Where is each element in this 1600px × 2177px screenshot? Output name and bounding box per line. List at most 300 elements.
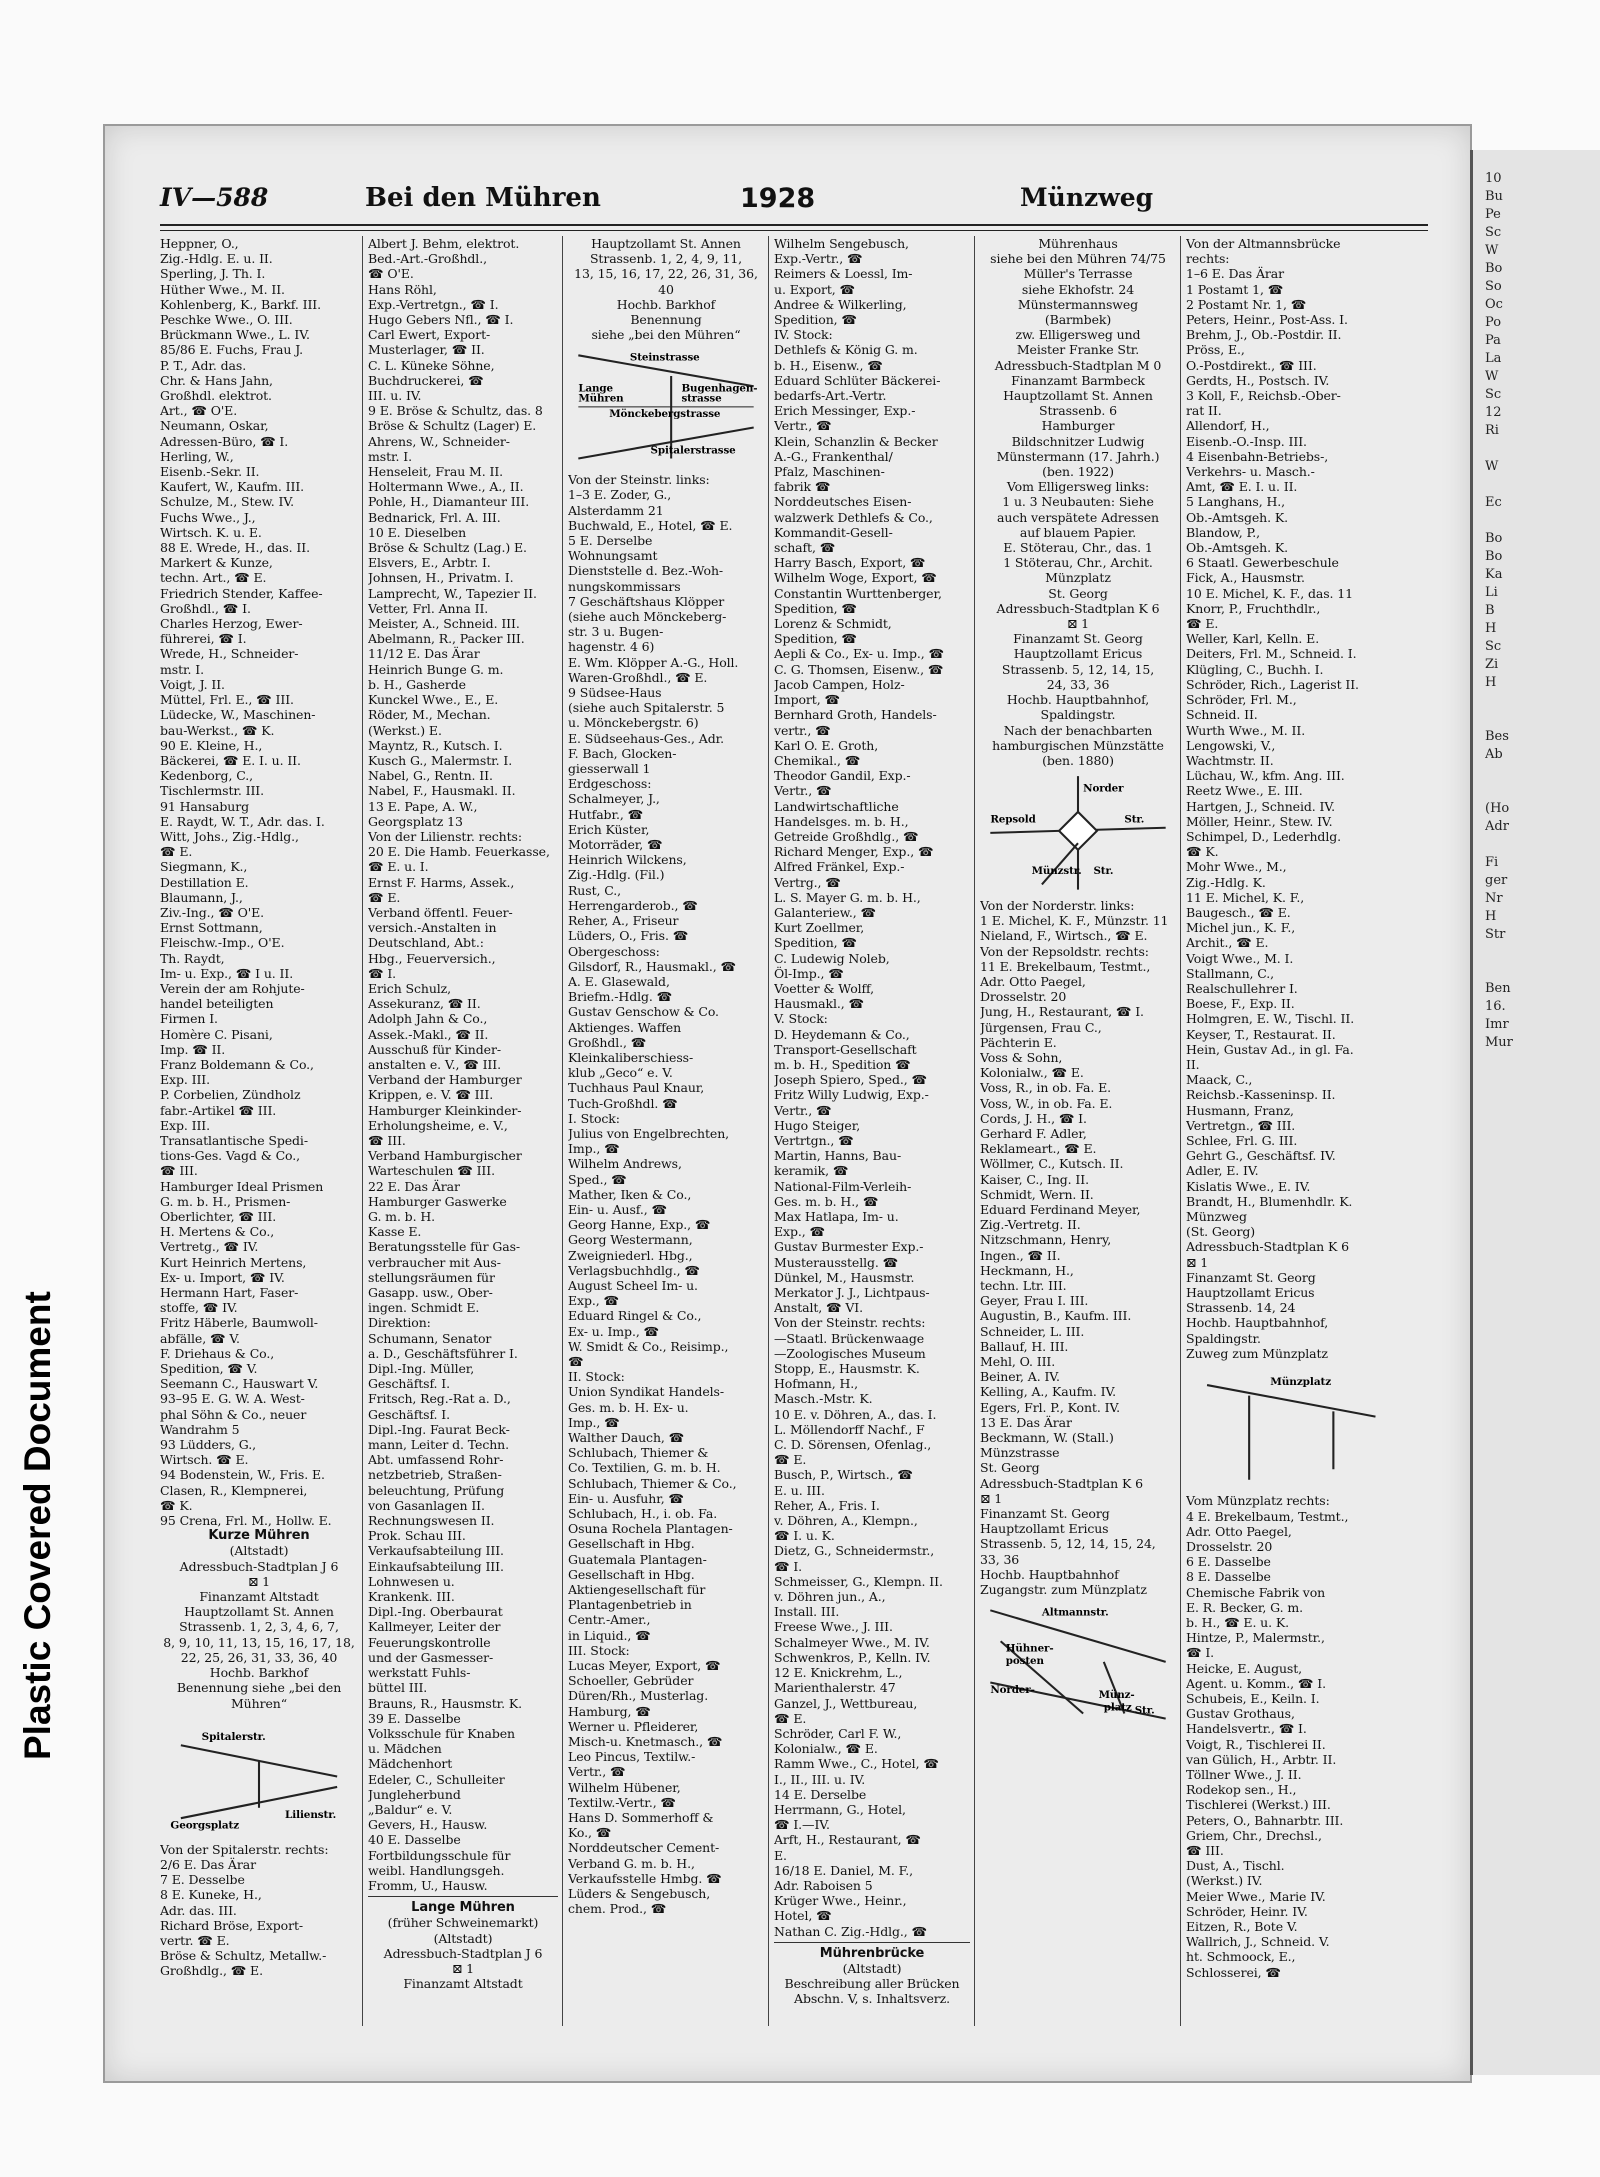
- entry-line: Ernst Sottmann,: [160, 920, 263, 936]
- entry-line: Transatlantische Spedi-: [160, 1132, 308, 1148]
- entry-line: P. Corbelien, Zündholz: [160, 1087, 301, 1103]
- entry-line: Osuna Rochela Plantagen-: [568, 1521, 733, 1537]
- entry-line: Adressbuch-Stadtplan J 6: [383, 1945, 543, 1961]
- entry-line: I. Stock:: [568, 1110, 620, 1126]
- entry-line: Kelling, A., Kaufm. IV.: [980, 1384, 1117, 1400]
- entry-line: E. Wm. Klöpper A.-G., Holl.: [568, 654, 739, 670]
- entry-line: Gehrt G., Geschäftsf. IV.: [1186, 1148, 1336, 1164]
- entry-line: 1 E. Michel, K. F., Münzstr. 11: [980, 913, 1169, 929]
- entry-line: (ben. 1880): [1042, 752, 1114, 768]
- entry-line: ☎ O'E.: [368, 266, 414, 282]
- entry-line: Geschäftsf. I.: [368, 1406, 451, 1422]
- entry-line: Gesellschaft in Hbg.: [568, 1566, 695, 1582]
- entry-line: Plantagenbetrieb in: [568, 1597, 692, 1613]
- entry-line: 10 E. Dieselben: [368, 524, 467, 540]
- entry-line: Ballauf, H. III.: [980, 1338, 1069, 1354]
- entry-line: Pröss, E.,: [1186, 342, 1245, 358]
- entry-line: Wohnungsamt: [568, 548, 658, 564]
- entry-line: ☎ III.: [160, 1163, 198, 1179]
- entry-line: Erholungsheime, e. V.,: [368, 1117, 508, 1133]
- entry-line: III. Stock:: [568, 1642, 630, 1658]
- right-title: Münzweg: [1020, 183, 1154, 212]
- entry-line: Blandow, P.,: [1186, 524, 1261, 540]
- entry-line: Schoeller, Gebrüder: [568, 1673, 694, 1689]
- entry-line: ☎ I.: [1186, 1645, 1215, 1661]
- entry-line: 7 E. Desselbe: [160, 1872, 245, 1888]
- entry-line: Firmen I.: [160, 1011, 218, 1027]
- entry-line: Vom Münzplatz rechts:: [1186, 1493, 1330, 1509]
- entry-line: in Liquid., ☎: [568, 1627, 651, 1643]
- entry-line: Hbg., Feuerversich.,: [368, 950, 496, 966]
- entry-line: Vetter, Frl. Anna II.: [368, 600, 489, 616]
- entry-line: Schmidt, Wern. II.: [980, 1186, 1094, 1202]
- entry-line: Hochb. Barkhof: [209, 1665, 309, 1681]
- entry-line: Augustin, B., Kaufm. III.: [980, 1308, 1132, 1324]
- entry-line: Meister Franke Str.: [1016, 342, 1140, 358]
- entry-line: P. T., Adr. das.: [160, 357, 247, 373]
- entry-line: Holtermann Wwe., A., II.: [368, 479, 524, 495]
- street-map-diagram: [160, 1714, 358, 1839]
- entry-line: Ausschuß für Kinder-: [368, 1041, 501, 1057]
- entry-line: Heicke, E. August,: [1186, 1660, 1303, 1676]
- entry-line: Marienthalerstr. 47: [774, 1680, 896, 1696]
- entry-line: Schlubach, Thiemer & Co.,: [568, 1475, 737, 1491]
- entry-line: Schröder, Carl F. W.,: [774, 1725, 902, 1741]
- entry-line: Kusch G., Malermstr. I.: [368, 752, 513, 768]
- entry-line: Adolph Jahn & Co.,: [368, 1011, 488, 1027]
- entry-line: Allendorf, H.,: [1186, 418, 1270, 434]
- map-street-line: [1042, 843, 1078, 884]
- entry-line: Münstermannsweg: [1017, 296, 1139, 312]
- entry-line: National-Film-Verleih-: [774, 1178, 912, 1194]
- entry-line: Maack, C.,: [1186, 1072, 1253, 1088]
- entry-line: Ex- u. Imp., ☎: [568, 1323, 660, 1339]
- entry-line: Mührenhaus: [1038, 236, 1118, 251]
- entry-line: mann, Leiter d. Techn.: [368, 1437, 510, 1453]
- entry-line: Spedition, ☎: [774, 631, 857, 647]
- entry-line: Tuchhaus Paul Knaur,: [568, 1080, 705, 1096]
- entry-line: Kolonialw., ☎ E.: [774, 1741, 878, 1757]
- entry-line: Obergeschoss:: [568, 943, 660, 959]
- entry-line: Töllner Wwe., J. II.: [1186, 1767, 1302, 1782]
- entry-line: Benennung siehe „bei den: [176, 1680, 342, 1696]
- entry-line: Mühren“: [230, 1695, 287, 1711]
- entry-line: Reichsb.-Kasseninsp. II.: [1186, 1087, 1336, 1103]
- entry-line: F. Driehaus & Co.,: [160, 1345, 275, 1361]
- entry-line: Vertrtgn., ☎: [774, 1132, 854, 1148]
- map-street-label: Mönckebergstrasse: [609, 408, 721, 421]
- entry-line: 1 Stöterau, Chr., Archit.: [1003, 555, 1153, 571]
- entry-line: Stallmann, C.,: [1186, 965, 1275, 981]
- entry-line: Benennung: [630, 312, 702, 328]
- entry-line: 8 E. Dasselbe: [1186, 1569, 1271, 1585]
- entry-line: Beiner, A. IV.: [980, 1369, 1060, 1385]
- entry-line: Georgsplatz 13: [368, 813, 463, 829]
- entry-line: Fromm, U., Hausw.: [368, 1877, 488, 1893]
- entry-line: Müttel, Frl. E., ☎ III.: [160, 692, 294, 708]
- entry-line: Busch, P., Wirtsch., ☎: [774, 1467, 913, 1483]
- entry-line: Lüchau, W., kfm. Ang. III.: [1186, 768, 1345, 784]
- entry-line: techn. Ltr. III.: [980, 1277, 1067, 1293]
- entry-line: Imp. ☎ II.: [160, 1041, 226, 1057]
- entry-line: Jürgensen, Frau C.,: [980, 1019, 1102, 1035]
- entry-line: ☎ E. u. I.: [368, 859, 429, 875]
- entry-line: 1 Postamt 1, ☎: [1186, 281, 1284, 297]
- entry-line: Norddeutscher Cement-: [568, 1840, 720, 1856]
- entry-line: Lamprecht, W., Tapezier II.: [368, 585, 537, 601]
- entry-line: Edeler, C., Schulleiter: [368, 1771, 505, 1787]
- entry-line: 88 E. Wrede, H., das. II.: [160, 540, 310, 556]
- entry-line: Erdgeschoss:: [568, 776, 652, 792]
- entry-line: Zig.-Hdlg. (Fil.): [568, 867, 665, 883]
- entry-line: Gevers, H., Hausw.: [368, 1817, 488, 1833]
- entry-line: Spedition, ☎: [774, 312, 857, 328]
- entry-line: Fritsch, Reg.-Rat a. D.,: [368, 1391, 511, 1407]
- entry-line: Aktienges. Waffen: [568, 1019, 682, 1035]
- entry-line: Schneid. II.: [1186, 707, 1258, 723]
- entry-line: Spaldingstr.: [1040, 707, 1116, 723]
- entry-line: Nitzschmann, Henry,: [980, 1232, 1112, 1248]
- entry-line: Theodor Gandil, Exp.-: [774, 768, 911, 784]
- entry-line: Imp., ☎: [568, 1414, 620, 1430]
- map-street-label: platz: [1103, 1701, 1132, 1714]
- entry-line: Adressbuch-Stadtplan K 6: [980, 1475, 1143, 1491]
- entry-line: (Barmbek): [1044, 312, 1112, 328]
- entry-line: 5 Langhans, H.,: [1186, 494, 1285, 510]
- entry-line: Buchwald, E., Hotel, ☎ E.: [568, 517, 733, 533]
- entry-line: rechts:: [1186, 251, 1230, 267]
- entry-line: Voss, R., in ob. Fa. E.: [980, 1080, 1112, 1096]
- entry-line: (ben. 1922): [1042, 464, 1114, 480]
- entry-line: 2 Postamt Nr. 1, ☎: [1186, 296, 1307, 312]
- entry-line: siehe „bei den Mühren“: [591, 327, 741, 343]
- entry-line: Schalmeyer, J.,: [568, 791, 660, 807]
- entry-line: u. Mönckebergstr. 6): [568, 715, 699, 731]
- entry-line: 1–6 E. Das Ärar: [1186, 266, 1284, 282]
- entry-line: Ingen., ☎ II.: [980, 1247, 1061, 1263]
- column-2: [368, 236, 558, 2026]
- entry-line: Wilhelm Hübener,: [568, 1779, 681, 1795]
- entry-line: Kohlenberg, K., Barkf. III.: [160, 296, 322, 312]
- entry-line: Knorr, P., Fruchthdlr.,: [1186, 600, 1321, 616]
- entry-line: Finanzamt Altstadt: [199, 1589, 319, 1605]
- entry-line: Markert & Kunze,: [160, 555, 273, 571]
- entry-line: Beckmann, W. (Stall.): [980, 1430, 1114, 1445]
- entry-line: 91 Hansaburg: [160, 798, 249, 814]
- entry-line: Spedition, ☎: [774, 935, 857, 951]
- entry-line: Bröse & Schultz, Metallw.-: [160, 1948, 327, 1964]
- map-street-label: Münzplatz: [1270, 1376, 1332, 1389]
- entry-line: Charles Herzog, Ewer-: [160, 616, 303, 632]
- entry-line: Münzplatz: [1045, 570, 1111, 586]
- entry-line: Kolonialw., ☎ E.: [980, 1065, 1084, 1081]
- entry-line: Chr. & Hans Jahn,: [160, 372, 273, 388]
- entry-line: Krüger Wwe., Heinr.,: [774, 1893, 907, 1909]
- entry-line: führerei, ☎ I.: [160, 631, 247, 647]
- entry-line: Dünkel, M., Hausmstr.: [774, 1269, 915, 1285]
- entry-line: Dust, A., Tischl.: [1186, 1858, 1285, 1874]
- entry-line: Hochb. Hauptbahnhof: [980, 1566, 1119, 1582]
- entry-line: W. Smidt & Co., Reisimp.,: [568, 1338, 729, 1354]
- entry-line: Finanzamt St. Georg: [980, 1506, 1110, 1522]
- entry-line: Herrmann, G., Hotel,: [774, 1801, 906, 1817]
- entry-line: Schimpel, D., Lederhdlg.: [1186, 828, 1342, 844]
- entry-line: Chemische Fabrik von: [1186, 1584, 1326, 1600]
- entry-line: Schneider, L. III.: [980, 1323, 1085, 1339]
- entry-line: Kallmeyer, Leiter der: [368, 1619, 501, 1635]
- section-subtitle: (Altstadt): [842, 1960, 902, 1976]
- entry-line: Hochb. Hauptbahnhof,: [1006, 692, 1150, 708]
- entry-line: Realschullehrer I.: [1186, 980, 1298, 996]
- entry-line: Verkaufsabteilung III.: [368, 1543, 504, 1559]
- entry-line: Münstermann (17. Jahrh.): [996, 448, 1160, 464]
- entry-line: 8 E. Kuneke, H.,: [160, 1887, 262, 1903]
- entry-line: Voigt, R., Tischlerei II.: [1186, 1736, 1326, 1752]
- entry-line: Brandt, H., Blumenhdlr. K.: [1186, 1193, 1353, 1209]
- entry-line: Wilhelm Woge, Export, ☎: [774, 570, 937, 586]
- entry-line: Pfalz, Maschinen-: [774, 464, 885, 480]
- entry-line: Deiters, Frl. M., Schneid. I.: [1186, 646, 1357, 662]
- entry-line: ☎ III.: [368, 1132, 406, 1148]
- entry-line: Schlosserei, ☎: [1186, 1964, 1281, 1980]
- entry-line: Im- u. Exp., ☎ I u. II.: [160, 965, 294, 981]
- map-street-label: Str.: [1134, 1704, 1155, 1717]
- entry-line: Ahrens, W., Schneider-: [368, 433, 510, 449]
- entry-line: Martin, Hanns, Bau-: [774, 1148, 902, 1164]
- entry-line: Kislatis Wwe., E. IV.: [1186, 1178, 1311, 1194]
- entry-line: Strassenb. 6: [1039, 403, 1117, 419]
- entry-line: E. u. III.: [774, 1482, 825, 1498]
- entry-line: Von der Altmannsbrücke: [1186, 236, 1341, 251]
- entry-line: Voigt Wwe., M. I.: [1186, 950, 1294, 966]
- entry-line: E. Stöterau, Chr., das. 1: [1003, 540, 1153, 556]
- entry-line: Exp.-Vertretgn., ☎ I.: [368, 296, 499, 312]
- entry-line: Schumann, Senator: [368, 1330, 492, 1346]
- entry-line: Voetter & Wolff,: [774, 980, 874, 996]
- section-title: Lange Mühren: [411, 1900, 515, 1916]
- entry-line: Richard Menger, Exp., ☎: [774, 844, 934, 860]
- entry-line: A.-G., Frankenthal/: [774, 448, 893, 464]
- entry-line: Hausmakl., ☎: [774, 996, 864, 1012]
- entry-line: Gasapp. usw., Ober-: [368, 1285, 493, 1301]
- entry-line: 8, 9, 10, 11, 13, 15, 16, 17, 18,: [163, 1634, 355, 1650]
- entry-line: ☎ I.—IV.: [774, 1817, 830, 1833]
- entry-line: Hamburger: [1041, 418, 1115, 434]
- entry-line: Verband Hamburgischer: [368, 1148, 522, 1164]
- entry-line: Georg Hanne, Exp., ☎: [568, 1217, 711, 1233]
- entry-line: Homère C. Pisani,: [160, 1026, 273, 1042]
- column-6: [1186, 236, 1386, 2026]
- column-divider: [974, 236, 975, 2026]
- entry-line: Stopp, E., Hausmstr. K.: [774, 1361, 920, 1377]
- entry-line: Hüther Wwe., M. II.: [160, 281, 285, 297]
- entry-line: Hauptzollamt St. Annen: [184, 1604, 334, 1620]
- entry-line: Adr. Raboisen 5: [774, 1877, 873, 1893]
- year: 1928: [740, 183, 816, 214]
- column-3: [568, 236, 764, 2026]
- entry-line: E. R. Becker, G. m.: [1186, 1599, 1303, 1615]
- entry-line: Hauptzollamt St. Annen: [591, 236, 741, 251]
- entry-line: Hamburger Gaswerke: [368, 1193, 507, 1209]
- entry-line: Ganzel, J., Wettbureau,: [774, 1695, 918, 1711]
- section-subtitle: (Altstadt): [229, 1543, 289, 1559]
- header-rule: [160, 224, 1428, 231]
- entry-line: Zugangstr. zum Münzplatz: [980, 1582, 1147, 1598]
- entry-line: Musterlager, ☎ II.: [368, 342, 485, 358]
- entry-line: ht. Schmoock, E.,: [1186, 1949, 1296, 1965]
- entry-line: 95 Crena, Frl. M., Hollw. E.: [160, 1513, 332, 1529]
- section-divider: [368, 1896, 558, 1897]
- entry-line: Wilhelm Andrews,: [568, 1156, 682, 1172]
- entry-line: Großhdlg., ☎ E.: [160, 1963, 263, 1979]
- entry-line: Michel jun., K. F.,: [1186, 920, 1296, 936]
- entry-line: Georg Westermann,: [568, 1232, 693, 1248]
- entry-line: Wandrahm 5: [160, 1421, 240, 1437]
- map-street-label: Str.: [1124, 813, 1145, 826]
- entry-line: Schlee, Frl. G. III.: [1186, 1132, 1298, 1148]
- entry-line: klub „Geco“ e. V.: [568, 1065, 673, 1081]
- entry-line: Lohnwesen u.: [368, 1573, 455, 1589]
- map-street-label: Repsold: [990, 813, 1036, 826]
- entry-line: Adressbuch-Stadtplan K 6: [996, 600, 1160, 616]
- entry-line: Schröder, Rich., Lagerist II.: [1186, 676, 1359, 692]
- entry-line: str. 3 u. Bugen-: [568, 624, 664, 640]
- entry-line: nungskommissars: [568, 578, 681, 594]
- entry-line: ☎ I.: [774, 1558, 803, 1574]
- entry-line: Leo Pincus, Textilw.-: [568, 1749, 696, 1765]
- entry-line: abfälle, ☎ V.: [160, 1330, 240, 1346]
- entry-line: Vertr., ☎: [774, 418, 832, 434]
- entry-line: St. Georg: [1048, 585, 1108, 601]
- entry-line: Exp., ☎: [568, 1293, 619, 1309]
- entry-line: schaft, ☎: [774, 540, 836, 556]
- entry-line: chem. Prod., ☎: [568, 1901, 667, 1917]
- entry-line: vertr. ☎ E.: [160, 1932, 230, 1948]
- entry-line: Masch.-Mstr. K.: [774, 1391, 873, 1407]
- entry-line: Dipl.-Ing. Faurat Beck-: [368, 1421, 510, 1437]
- column-divider: [562, 236, 563, 2026]
- entry-line: Zuweg zum Münzplatz: [1186, 1345, 1328, 1361]
- entry-line: Strassenb. 1, 2, 3, 4, 6, 7,: [179, 1619, 339, 1635]
- entry-line: 33, 36: [980, 1551, 1020, 1567]
- entry-line: u. Mädchen: [368, 1741, 442, 1757]
- entry-line: Rodekop sen., H.,: [1186, 1782, 1297, 1798]
- entry-line: Schwenkros, P., Kelln. IV.: [774, 1649, 931, 1665]
- entry-line: Verkehrs- u. Masch.-: [1186, 464, 1315, 480]
- map-street-line: [1207, 1385, 1375, 1417]
- entry-line: ⊠ 1: [451, 1960, 475, 1976]
- entry-line: Abt. umfassend Rohr-: [368, 1452, 504, 1468]
- entry-line: büttel III.: [368, 1680, 428, 1696]
- entry-line: Großhdl., ☎: [568, 1034, 647, 1050]
- entry-line: O.-Postdirekt., ☎ III.: [1186, 357, 1317, 373]
- entry-line: Eisenb.-O.-Insp. III.: [1186, 433, 1307, 449]
- column-divider: [362, 236, 363, 2026]
- entry-line: 24, 33, 36: [1046, 676, 1110, 692]
- entry-line: L. Möllendorff Nachf., F: [774, 1421, 925, 1437]
- entry-line: Siegmann, K.,: [160, 859, 248, 875]
- entry-line: Hugo Steiger,: [774, 1117, 861, 1133]
- entry-line: Eduard Ferdinand Meyer,: [980, 1201, 1141, 1217]
- entry-line: verbraucher mit Aus-: [368, 1254, 501, 1270]
- entry-line: Tischlerei (Werkst.) III.: [1186, 1797, 1331, 1813]
- entry-line: Carl Ewert, Export-: [368, 327, 491, 343]
- entry-line: Misch-u. Knetmasch., ☎: [568, 1734, 723, 1750]
- entry-line: rat II.: [1186, 403, 1222, 419]
- entry-line: Anstalt, ☎ VI.: [774, 1300, 864, 1316]
- entry-line: Exp. III.: [160, 1117, 211, 1133]
- entry-line: ☎ K.: [1186, 844, 1219, 860]
- entry-line: 2/6 E. Das Ärar: [160, 1856, 256, 1872]
- entry-line: Schlubach, H., i. ob. Fa.: [568, 1506, 718, 1522]
- entry-line: Volksschule für Knaben: [368, 1725, 515, 1741]
- entry-line: Amt, ☎ E. I. u. II.: [1186, 479, 1298, 495]
- entry-line: Brückmann Wwe., L. IV.: [160, 327, 310, 343]
- entry-line: Reklameart., ☎ E.: [980, 1141, 1097, 1157]
- entry-line: Vertr., ☎: [774, 783, 832, 799]
- entry-line: (Werkst.) IV.: [1186, 1873, 1263, 1889]
- entry-line: Gerhard F. Adler,: [980, 1125, 1087, 1141]
- entry-line: C. L. Küneke Söhne,: [368, 357, 495, 373]
- entry-line: Heinrich Bunge G. m.: [368, 661, 504, 677]
- entry-line: Hotel, ☎: [774, 1908, 832, 1924]
- entry-line: Peschke Wwe., O. III.: [160, 312, 293, 328]
- entry-line: Adler, E. IV.: [1186, 1163, 1259, 1179]
- map-street-label: Bugenhagen-: [681, 382, 758, 395]
- entry-line: Drosselstr. 20: [980, 989, 1067, 1005]
- entry-line: Eitzen, R., Bote V.: [1186, 1919, 1298, 1935]
- entry-line: Destillation E.: [160, 874, 249, 890]
- street-map-diagram: [568, 345, 764, 469]
- entry-line: Adr. das. III.: [160, 1902, 237, 1918]
- entry-line: A. E. Glasewald,: [568, 973, 670, 989]
- entry-line: auf blauem Papier.: [1019, 524, 1137, 540]
- entry-line: ingen. Schmidt E.: [368, 1300, 480, 1316]
- entry-line: 93 Lüdders, G.,: [160, 1437, 256, 1453]
- entry-line: Mehl, O. III.: [980, 1353, 1056, 1369]
- entry-line: Möller, Heinr., Stew. IV.: [1186, 813, 1333, 829]
- entry-line: Von der Lilienstr. rechts:: [368, 828, 522, 844]
- entry-line: Feuerungskontrolle: [368, 1634, 491, 1650]
- entry-line: Motorräder, ☎: [568, 837, 663, 853]
- entry-line: Verein der am Rohjute-: [160, 980, 305, 996]
- map-street-label: Hühner-: [1005, 1642, 1054, 1655]
- entry-line: Bernhard Groth, Handels-: [774, 707, 937, 723]
- entry-line: Agent. u. Komm., ☎ I.: [1186, 1675, 1326, 1691]
- entry-line: D. Heydemann & Co.,: [774, 1026, 910, 1042]
- entry-line: Waren-Großhdl., ☎ E.: [568, 669, 708, 685]
- entry-line: Finanzamt St. Georg: [1186, 1269, 1316, 1285]
- entry-line: handel beteiligten: [160, 996, 274, 1012]
- entry-line: Art., ☎ O'E.: [160, 403, 238, 419]
- entry-line: Von der Repsoldstr. rechts:: [980, 943, 1149, 959]
- entry-line: Von der Steinstr. links:: [568, 472, 710, 488]
- entry-line: Wrede, H., Schneider-: [160, 646, 299, 662]
- entry-line: H. Mertens & Co.,: [160, 1224, 275, 1240]
- entry-line: Dipl.-Ing. Müller,: [368, 1361, 475, 1377]
- entry-line: Jungleherbund: [368, 1786, 461, 1802]
- entry-line: Heinrich Wilckens,: [568, 852, 687, 868]
- entry-line: Peters, Heinr., Post-Ass. I.: [1186, 312, 1348, 328]
- entry-line: Reher, A., Friseur: [568, 913, 679, 929]
- entry-line: Fick, A., Hausmstr.: [1186, 570, 1305, 586]
- entry-line: u. Export, ☎: [774, 281, 856, 297]
- entry-line: Röder, M., Mechan.: [368, 707, 491, 723]
- entry-line: Rust, C.,: [568, 882, 622, 898]
- map-street-label: Altmannstr.: [1041, 1606, 1109, 1619]
- entry-line: Arft, H., Restaurant, ☎: [774, 1832, 921, 1848]
- entry-line: Schröder, Heinr. IV.: [1186, 1903, 1308, 1919]
